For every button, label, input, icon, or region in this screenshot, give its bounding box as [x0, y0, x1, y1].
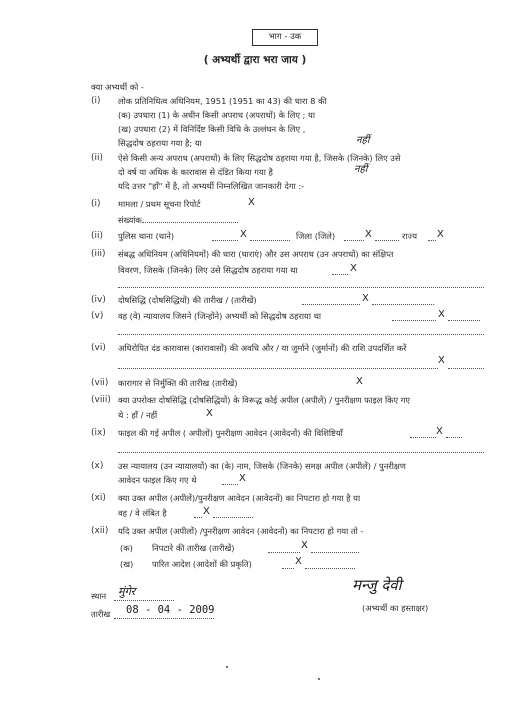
- item-v-blank: [392, 312, 436, 321]
- item-ii-a-cross: X: [240, 229, 247, 240]
- q1-number: (i): [91, 96, 101, 106]
- q1-answer: नहीं: [356, 135, 370, 146]
- item-iii-line1: संबद्ध अधिनियम (अधिनियमों) की धारा (धाराएं) और उस अपराध (उन अपराधों) का संक्षिप्त: [118, 249, 394, 259]
- q2-answer: नहीं: [354, 164, 368, 175]
- item-vii-cross: X: [356, 376, 363, 387]
- item-ii-number: (ii): [91, 231, 104, 241]
- date-value: 08 - 04 - 2009: [126, 604, 215, 616]
- q2-line2: दो वर्ष या अधिक के कारावास से दंडित किया गया है: [118, 167, 273, 177]
- item-xii-line1: यदि उक्त अपील (अपीलों) /पुनरीक्षण आवेदन (आवेदनों) का निपटारा हो गया तो -: [118, 526, 364, 536]
- item-ix-line1: फाइल की गई अपील ( अपीलों) पुनरीक्षण आवेदन (आवेदनों) की विशिष्टियाँ: [118, 428, 343, 438]
- item-vi-line1: अधिरोपित दंड कारावास (कारावासों) की अवधि और / या जुर्माने (जुर्मानों) की राशि उपदर्शित करें: [118, 343, 407, 353]
- q1-line3: (ख) उपधारा (2) में विनिर्दिष्ट किसी विधि के उल्लंघन के लिए ,: [118, 124, 306, 134]
- stray-mark: [226, 666, 228, 668]
- item-iii-cross: X: [350, 263, 357, 274]
- item-xi-blank2: [213, 509, 253, 518]
- item-viii-cross: X: [206, 408, 213, 419]
- q2-line3: यदि उत्तर "हाँ" में है, तो अभ्यर्थी निम्नलिखित जानकारी देगा :-: [118, 181, 305, 191]
- item-vi-cross: X: [438, 355, 445, 366]
- item-i-line1: मामला / प्रथम सूचना रिपोर्ट: [118, 199, 201, 209]
- item-iii-number: (iii): [91, 249, 106, 259]
- item-ii-c-cross: X: [437, 229, 444, 240]
- item-xi-cross: X: [203, 506, 210, 517]
- item-xii-a-blank2: [311, 544, 359, 553]
- item-i-number: (i): [91, 199, 101, 209]
- q2-line1: ऐसे किसी अन्य अपराध (अपराधों) के लिए सिद्धदोष ठहराया गया है, जिसके (जिनके) लिए उसे: [118, 153, 401, 163]
- item-xii-a-number: (क): [120, 543, 133, 553]
- item-ii-c: राज्य: [402, 231, 418, 241]
- item-ii-b-cross: X: [365, 229, 372, 240]
- stray-mark: [318, 678, 320, 680]
- item-x-cross: X: [239, 473, 246, 484]
- item-ix-cross: X: [436, 426, 443, 437]
- item-xii-b-cross: X: [295, 556, 302, 567]
- q1-line2: (क) उपधारा (1) के अधीन किसी अपराध (अपराधों) के लिए ; या: [118, 110, 316, 120]
- intro-text: क्या अभ्यर्थी को -: [91, 82, 144, 92]
- item-x-number: (x): [91, 461, 104, 471]
- item-ii-c-blank: [428, 232, 436, 241]
- item-v-number: (v): [91, 311, 104, 321]
- item-ix-blank: [410, 429, 436, 438]
- item-vi-blank: [118, 360, 438, 369]
- item-i-label: संख्यांक: [118, 215, 142, 225]
- item-iv-line1: दोषसिद्धि (दोषसिद्धियों) की तारीख / (तारीखें): [118, 295, 257, 305]
- item-ii-b-blank2: [375, 232, 399, 241]
- item-iv-cross: X: [362, 293, 369, 304]
- item-xi-line1: क्या उक्त अपील (अपीलें)/पुनरीक्षण आवेदन (आवेदनों) का निपटारा हो गया है या: [118, 493, 361, 503]
- item-iv-blank: [302, 296, 360, 305]
- item-vi-blank2: [448, 360, 484, 369]
- item-vi-number: (vi): [91, 343, 106, 353]
- form-title: ( अभ्यर्थी द्वारा भरा जाय ): [203, 54, 307, 66]
- item-v-blank-line: [118, 326, 484, 335]
- item-i-cross: X: [248, 197, 255, 208]
- item-ii-b: जिला (जिले): [296, 231, 336, 241]
- item-v-line1: वह (वे) न्यायालय जिसने (जिन्होंने) अभ्यर्थी को सिद्धदोष ठहराया था: [118, 311, 322, 321]
- item-xi-blank: [194, 509, 202, 518]
- candidate-signature: मन्जु देवी: [352, 576, 402, 594]
- item-iii-line2: विवरण, जिसके (जिनके) लिए उसे सिद्धदोष ठहराया गया था: [118, 265, 298, 275]
- item-ix-blank2: [446, 429, 462, 438]
- q2-number: (ii): [91, 153, 104, 163]
- item-xi-line2: वह / वे लंबित है: [118, 508, 167, 518]
- item-viii-line2: थे : हाँ / नहीं: [118, 410, 158, 420]
- item-iii-blank: [332, 266, 348, 275]
- item-v-blank2: [448, 312, 480, 321]
- item-xii-a-label: निपटारे की तारीख (तारीखें): [152, 543, 235, 553]
- part-box: भाग - उक: [252, 29, 318, 46]
- item-ii-a-blank2: [250, 232, 290, 241]
- item-xii-number: (xii): [91, 526, 109, 536]
- item-v-cross: X: [438, 309, 445, 320]
- signature-label: (अभ्यर्थी का हस्ताक्षर): [362, 603, 429, 613]
- item-x-line1: उस न्यायालय (उन न्यायालयों) का (के) नाम, जिसके (जिनके) समक्ष अपील (अपीलें) / पुनरीक्षण: [118, 461, 406, 471]
- item-ii-a: पुलिस थाना (थाने): [118, 231, 175, 241]
- item-vii-number: (vii): [91, 378, 109, 388]
- item-viii-number: (viii): [91, 395, 111, 405]
- place-value: मुंगेर: [118, 585, 136, 598]
- item-i-blank: [142, 214, 238, 223]
- item-xii-a-cross: X: [301, 540, 308, 551]
- q1-line1: लोक प्रतिनिधित्व अधिनियम, 1951 (1951 का 43) की धारा 8 की: [118, 96, 327, 106]
- q1-line4: सिद्धदोष ठहराया गया है; या: [118, 138, 202, 148]
- place-label: स्थान: [91, 591, 107, 601]
- item-x-blank: [222, 476, 238, 485]
- item-iii-blank-line: [118, 279, 484, 288]
- date-label: तारीख: [91, 609, 111, 619]
- item-vii-line1: कारागार से निर्मुक्ति की तारीख (तारीखें): [118, 378, 238, 388]
- item-xii-b-label: पारित आदेश (आदेशों की प्रकृति): [152, 559, 252, 569]
- item-i-line2: [118, 214, 238, 224]
- item-x-line2: आवेदन फाइल किए गए थे: [118, 475, 197, 485]
- item-ii-b-blank: [344, 232, 364, 241]
- item-xii-b-blank2: [305, 560, 355, 569]
- item-xii-b-number: (ख): [120, 559, 134, 569]
- item-ix-blank-line: [118, 444, 484, 453]
- item-iv-number: (iv): [91, 295, 106, 305]
- item-ix-number: (ix): [91, 428, 106, 438]
- item-xii-a-blank: [268, 544, 300, 553]
- item-iv-blank2: [372, 296, 434, 305]
- item-xi-number: (xi): [91, 493, 106, 503]
- item-viii-line1: क्या उपरोक्त दोषसिद्धि (दोषसिद्धियों) के विरूद्ध कोई अपील (अपीलें) / पुनरीक्षण फाइल किए गए: [118, 395, 411, 405]
- item-ii-a-blank: [212, 232, 238, 241]
- item-xii-b-blank: [282, 560, 294, 569]
